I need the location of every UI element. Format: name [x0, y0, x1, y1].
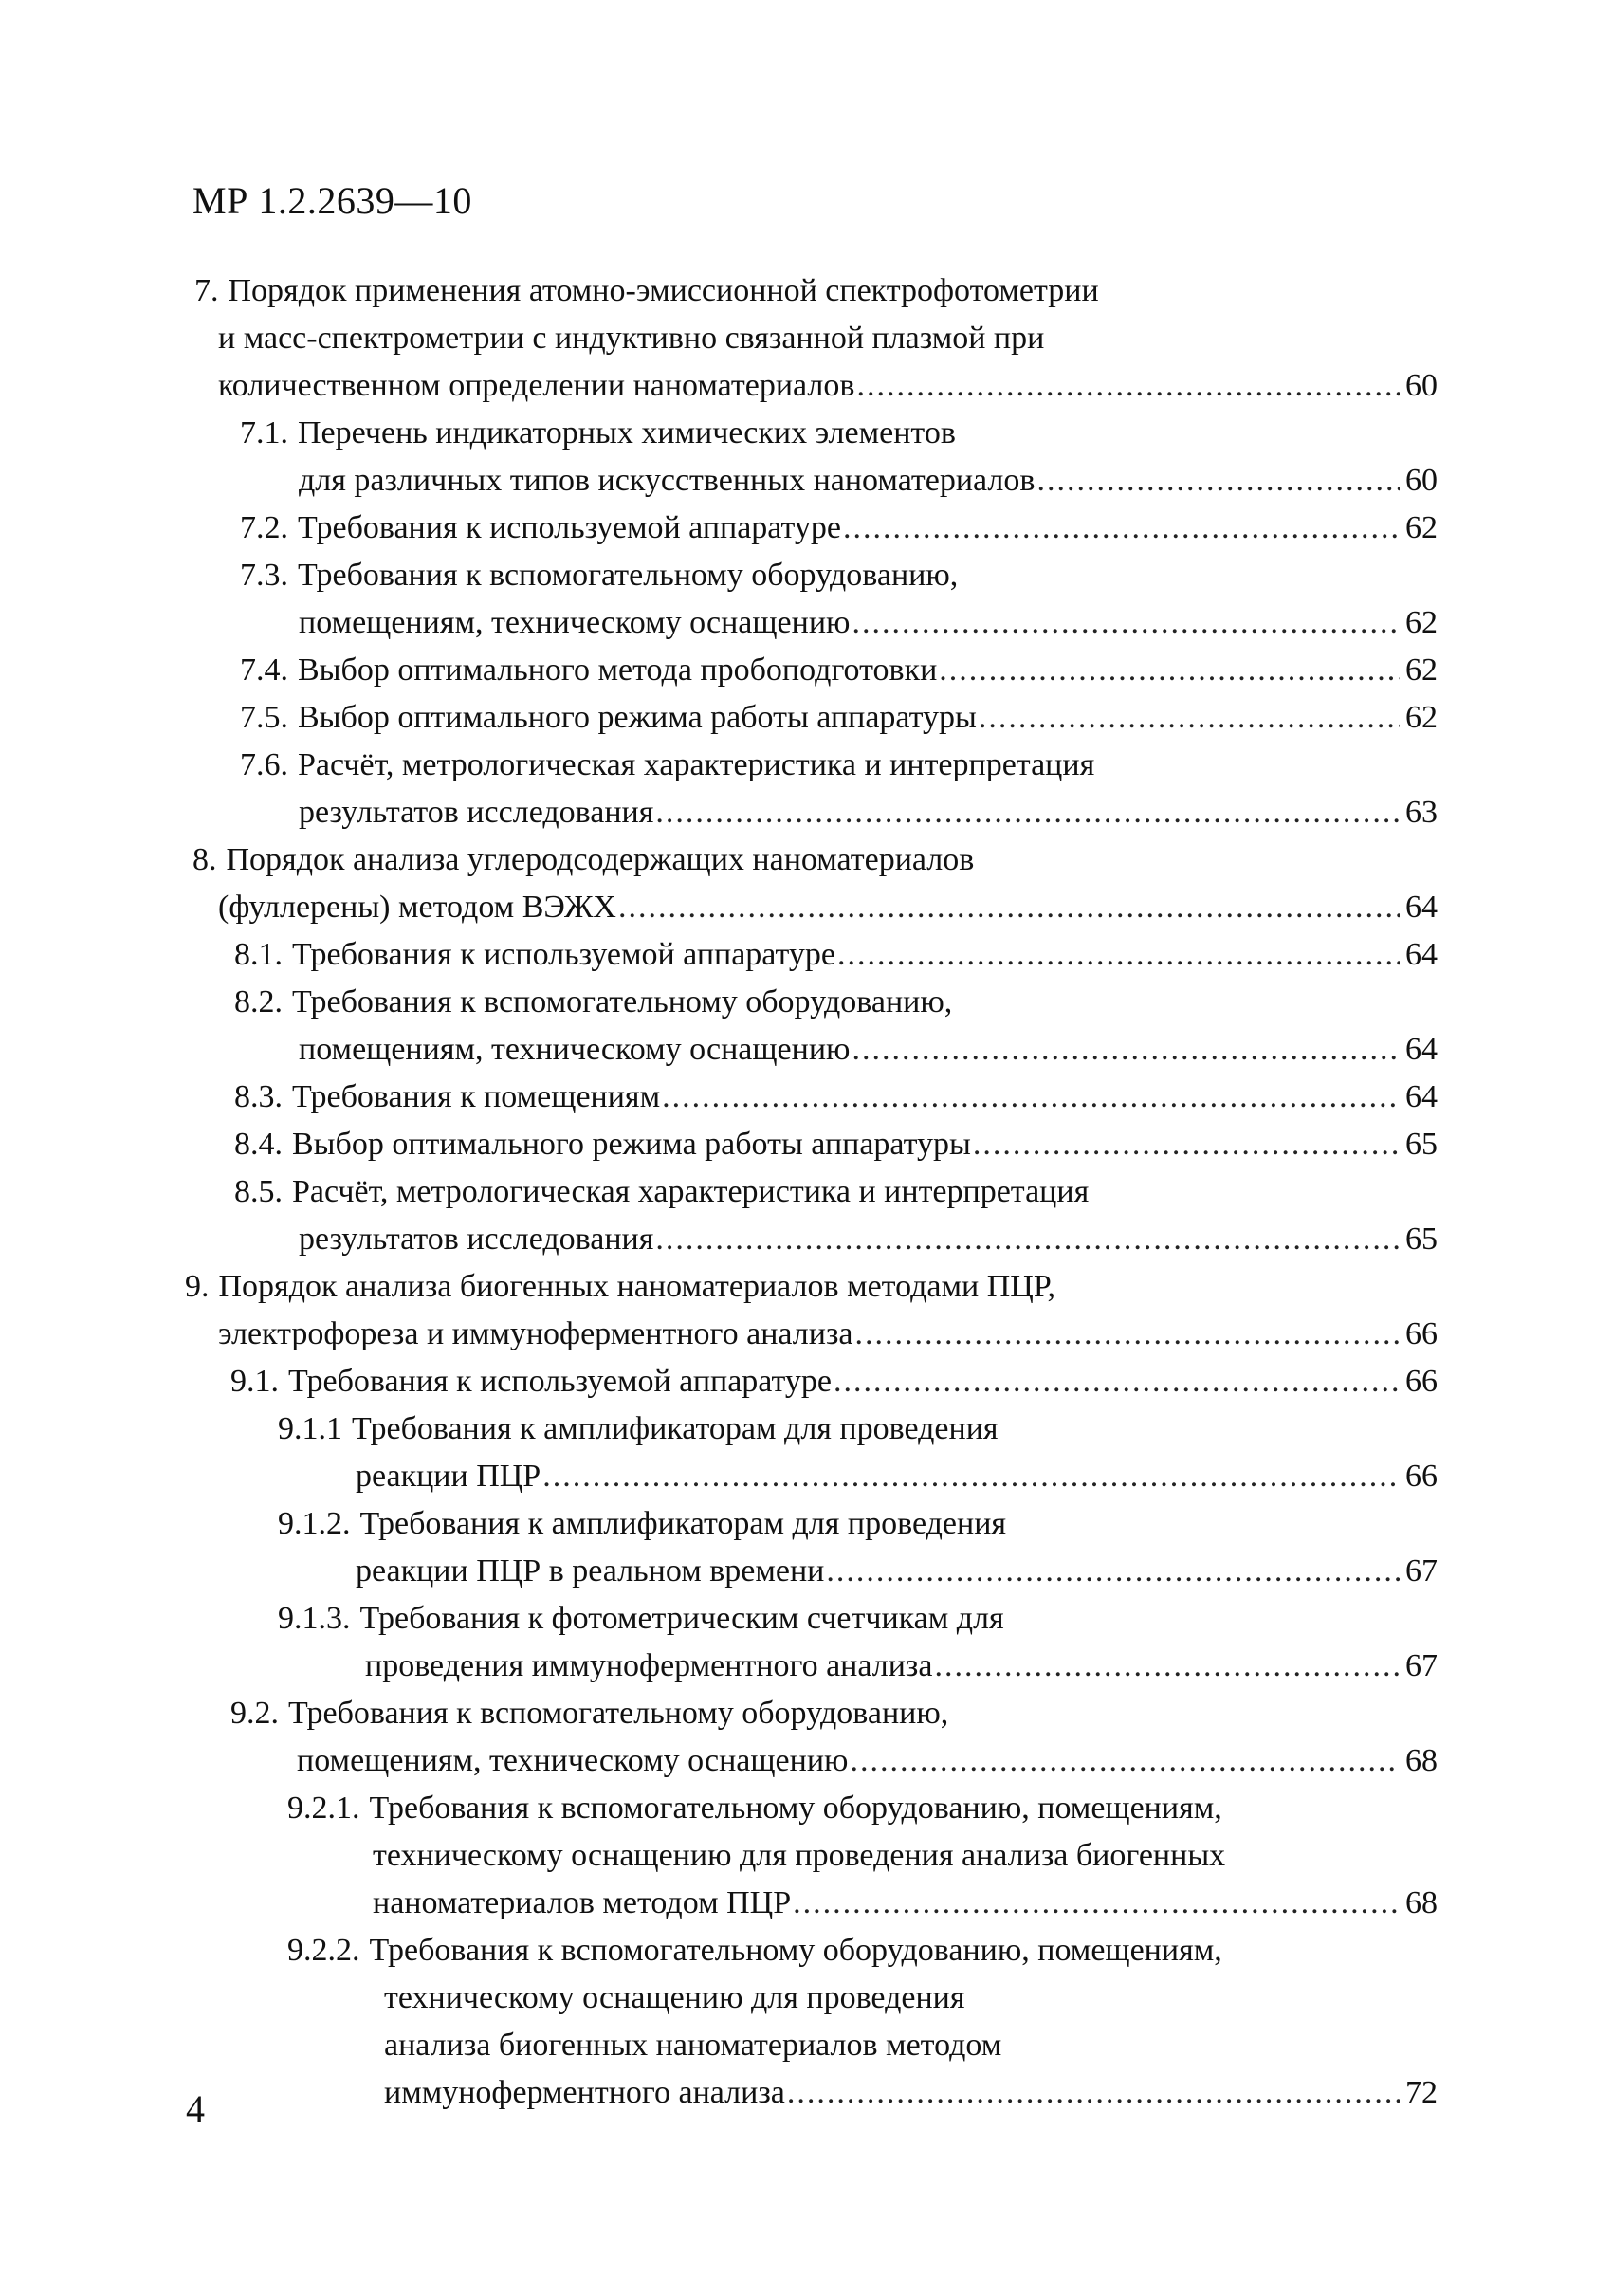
dot-leader — [1036, 457, 1400, 505]
dot-leader — [856, 362, 1400, 410]
toc-page-number: 64 — [1405, 890, 1438, 925]
dot-leader — [655, 1216, 1400, 1263]
dot-leader — [843, 505, 1400, 552]
toc-page-number: 65 — [1405, 1221, 1438, 1257]
toc-section-number: 9.2.1. — [287, 1791, 360, 1826]
page-number: 4 — [186, 2087, 205, 2130]
toc-entry[interactable] — [0, 979, 1613, 1074]
dot-leader — [662, 1074, 1400, 1121]
toc-line — [0, 1168, 1438, 1216]
toc-title-text: помещениям, техническому оснащению — [297, 1743, 849, 1778]
toc-title-text: (фуллерены) методом ВЭЖХ — [218, 890, 616, 925]
toc-title-text: и масс-спектрометрии с индуктивно связанной плазмой при — [218, 321, 1045, 356]
toc-entry[interactable] — [0, 931, 1613, 979]
toc-line — [0, 1453, 1438, 1500]
toc-page-number: 66 — [1405, 1316, 1438, 1351]
toc-line — [0, 1026, 1438, 1074]
toc-section-number: 7. — [194, 273, 219, 308]
toc-line — [0, 599, 1438, 647]
toc-page-number: 66 — [1405, 1364, 1438, 1399]
toc-entry[interactable] — [0, 1121, 1613, 1168]
dot-leader — [939, 647, 1400, 694]
toc-line — [0, 1311, 1438, 1358]
toc-title-text: проведения иммуноферментного анализа — [365, 1648, 933, 1683]
toc-section-number: 8. — [192, 842, 217, 877]
toc-line — [0, 979, 1438, 1026]
toc-section-number: 7.2. — [240, 510, 288, 545]
toc-title-text: Расчёт, метрологическая характеристика и интерпретация — [292, 1174, 1090, 1209]
toc-section-number: 8.4. — [234, 1127, 283, 1162]
toc-line — [0, 362, 1438, 410]
toc-title-text: наноматериалов методом ПЦР — [373, 1885, 792, 1920]
toc-line — [0, 742, 1438, 789]
toc-entry[interactable] — [0, 1690, 1613, 1785]
toc-line — [0, 647, 1438, 694]
toc-line — [0, 884, 1438, 931]
toc-section-number: 9.1.1 — [278, 1411, 342, 1446]
toc-title-text: иммуноферментного анализа — [384, 2075, 785, 2110]
dot-leader — [854, 1311, 1400, 1358]
toc-entry[interactable] — [0, 742, 1613, 836]
toc-section-number: 9.1.3. — [278, 1601, 351, 1636]
toc-page-number: 65 — [1405, 1127, 1438, 1162]
toc-title-text: Порядок применения атомно-эмиссионной спектрофотометрии — [228, 273, 1099, 308]
document-code-header: МР 1.2.2639—10 — [192, 179, 472, 222]
toc-title-text: Выбор оптимального режима работы аппаратуры — [292, 1127, 971, 1162]
toc-page-number: 60 — [1405, 368, 1438, 403]
toc-page-number: 64 — [1405, 1032, 1438, 1067]
toc-title-text: Требования к помещениям — [292, 1079, 661, 1114]
toc-entry[interactable] — [0, 1927, 1613, 2117]
toc-page-number: 62 — [1405, 510, 1438, 545]
toc-title-text: помещениям, техническому оснащению — [299, 605, 851, 640]
toc-title-text: Расчёт, метрологическая характеристика и интерпретация — [298, 747, 1095, 782]
toc-section-number: 8.1. — [234, 937, 283, 972]
toc-line — [0, 1785, 1438, 1832]
dot-leader — [852, 1026, 1400, 1074]
toc-page-number: 60 — [1405, 463, 1438, 498]
toc-line — [0, 1548, 1438, 1595]
toc-line — [0, 1737, 1438, 1785]
toc-title-text: электрофореза и иммуноферментного анализа — [218, 1316, 853, 1351]
toc-entry[interactable] — [0, 694, 1613, 742]
toc-page-number: 68 — [1405, 1885, 1438, 1920]
toc-title-text: Требования к вспомогательному оборудованию, помещениям, — [369, 1933, 1222, 1968]
toc-title-text: Требования к амплификаторам для проведения — [352, 1411, 999, 1446]
toc-line — [0, 1595, 1438, 1643]
toc-line — [0, 1880, 1438, 1927]
toc-entry[interactable] — [0, 1785, 1613, 1927]
toc-entry[interactable] — [0, 267, 1613, 410]
toc-line — [0, 1643, 1438, 1690]
toc-entry[interactable] — [0, 552, 1613, 647]
dot-leader — [837, 931, 1400, 979]
toc-line — [0, 267, 1438, 315]
toc-page-number: 72 — [1405, 2075, 1438, 2110]
toc-line — [0, 694, 1438, 742]
toc-title-text: реакции ПЦР в реальном времени — [356, 1553, 825, 1589]
toc-line — [0, 552, 1438, 599]
toc-line — [0, 836, 1438, 884]
toc-title-text: помещениям, техническому оснащению — [299, 1032, 851, 1067]
dot-leader — [793, 1880, 1400, 1927]
dot-leader — [852, 599, 1400, 647]
toc-line — [0, 2069, 1438, 2117]
toc-title-text: Порядок анализа углеродсодержащих наноматериалов — [226, 842, 975, 877]
toc-section-number: 7.4. — [240, 652, 288, 688]
toc-line — [0, 1263, 1438, 1311]
toc-section-number: 7.5. — [240, 700, 288, 735]
toc-title-text: Требования к используемой аппаратуре — [298, 510, 842, 545]
toc-line — [0, 1832, 1438, 1880]
toc-title-text: результатов исследования — [299, 1221, 654, 1257]
toc-entry[interactable] — [0, 1595, 1613, 1690]
dot-leader — [973, 1121, 1400, 1168]
toc-line — [0, 1405, 1438, 1453]
dot-leader — [787, 2069, 1400, 2117]
toc-section-number: 9.2. — [230, 1696, 279, 1731]
toc-title-text: для различных типов искусственных наноматериалов — [299, 463, 1036, 498]
toc-title-text: Требования к вспомогательному оборудованию, — [298, 558, 959, 593]
toc-line — [0, 1690, 1438, 1737]
dot-leader — [826, 1548, 1400, 1595]
toc-section-number: 9.1. — [230, 1364, 279, 1399]
toc-line — [0, 315, 1438, 362]
toc-entry[interactable] — [0, 647, 1613, 694]
toc-page-number: 63 — [1405, 795, 1438, 830]
toc-title-text: Требования к используемой аппаратуре — [292, 937, 836, 972]
toc-entry[interactable] — [0, 410, 1613, 505]
toc-section-number: 7.1. — [240, 415, 288, 450]
toc-title-text: Порядок анализа биогенных наноматериалов методами ПЦР, — [218, 1269, 1055, 1304]
toc-entry[interactable] — [0, 1358, 1613, 1405]
dot-leader — [934, 1643, 1400, 1690]
toc-page-number: 67 — [1405, 1553, 1438, 1589]
dot-leader — [618, 884, 1400, 931]
toc-page-number: 68 — [1405, 1743, 1438, 1778]
dot-leader — [542, 1453, 1400, 1500]
toc-page-number: 62 — [1405, 700, 1438, 735]
toc-title-text: Требования к вспомогательному оборудованию, помещениям, — [369, 1791, 1222, 1826]
toc-page-number: 64 — [1405, 1079, 1438, 1114]
toc-section-number: 7.6. — [240, 747, 288, 782]
toc-title-text: анализа биогенных наноматериалов методом — [384, 2028, 1002, 2063]
toc-section-number: 9. — [185, 1269, 210, 1304]
toc-title-text: Требования к фотометрическим счетчикам для — [359, 1601, 1004, 1636]
toc-line — [0, 789, 1438, 836]
toc-entry[interactable] — [0, 1168, 1613, 1263]
toc-entry[interactable] — [0, 1500, 1613, 1595]
toc-line — [0, 1121, 1438, 1168]
toc-entry[interactable] — [0, 1074, 1613, 1121]
table-of-contents — [0, 267, 1613, 2117]
toc-line — [0, 457, 1438, 505]
dot-leader — [850, 1737, 1400, 1785]
toc-page-number: 64 — [1405, 937, 1438, 972]
toc-page-number: 62 — [1405, 605, 1438, 640]
toc-section-number: 8.3. — [234, 1079, 283, 1114]
toc-title-text: реакции ПЦР — [356, 1459, 541, 1494]
toc-title-text: техническому оснащению для проведения — [384, 1980, 965, 2015]
toc-line — [0, 505, 1438, 552]
toc-line — [0, 1975, 1438, 2022]
dot-leader — [655, 789, 1400, 836]
toc-line — [0, 1927, 1438, 1975]
toc-entry[interactable] — [0, 836, 1613, 931]
dot-leader — [979, 694, 1400, 742]
toc-title-text: Требования к вспомогательному оборудованию, — [288, 1696, 949, 1731]
toc-line — [0, 410, 1438, 457]
toc-line — [0, 1074, 1438, 1121]
toc-title-text: результатов исследования — [299, 795, 654, 830]
toc-section-number: 8.2. — [234, 984, 283, 1019]
toc-section-number: 9.1.2. — [278, 1506, 351, 1541]
toc-entry[interactable] — [0, 1263, 1613, 1358]
toc-page-number: 62 — [1405, 652, 1438, 688]
toc-title-text: Требования к используемой аппаратуре — [288, 1364, 833, 1399]
toc-entry[interactable] — [0, 505, 1613, 552]
toc-line — [0, 1358, 1438, 1405]
toc-line — [0, 2022, 1438, 2069]
toc-entry[interactable] — [0, 1405, 1613, 1500]
toc-line — [0, 1216, 1438, 1263]
toc-title-text: Требования к вспомогательному оборудованию, — [292, 984, 953, 1019]
toc-title-text: количественном определении наноматериалов — [218, 368, 855, 403]
toc-page-number: 67 — [1405, 1648, 1438, 1683]
toc-section-number: 8.5. — [234, 1174, 283, 1209]
toc-section-number: 9.2.2. — [287, 1933, 360, 1968]
toc-section-number: 7.3. — [240, 558, 288, 593]
toc-title-text: техническому оснащению для проведения анализа биогенных — [373, 1838, 1226, 1873]
toc-title-text: Требования к амплификаторам для проведения — [359, 1506, 1007, 1541]
toc-page-number: 66 — [1405, 1459, 1438, 1494]
dot-leader — [834, 1358, 1400, 1405]
toc-title-text: Перечень индикаторных химических элементов — [298, 415, 956, 450]
toc-title-text: Выбор оптимального метода пробоподготовки — [298, 652, 938, 688]
toc-line — [0, 931, 1438, 979]
toc-title-text: Выбор оптимального режима работы аппаратуры — [298, 700, 977, 735]
toc-line — [0, 1500, 1438, 1548]
